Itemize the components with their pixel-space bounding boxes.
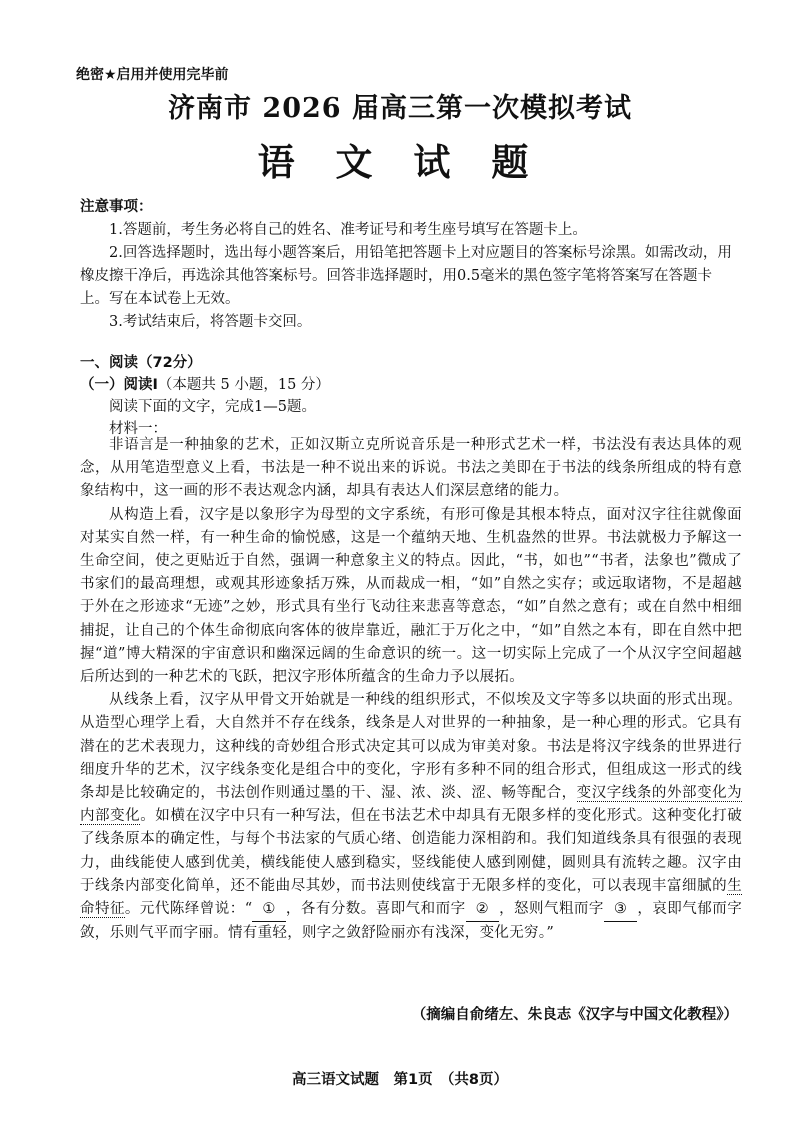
material-label: 材料一： <box>109 421 167 437</box>
answer-blank-2[interactable]: ② <box>466 898 499 922</box>
reading-instruction: 阅读下面的文字，完成1—5题。 <box>109 399 316 415</box>
exam-title: 济南市 2026 届高三第一次模拟考试 <box>168 93 632 124</box>
page-footer: 高三语文试题 第1页 （共8页） <box>292 1072 508 1088</box>
section-header <box>80 352 740 440</box>
source-citation: （摘编自俞绪左、朱良志《汉字与中国文化教程》） <box>411 1007 738 1023</box>
paragraph: 非语言是一种抽象的艺术，正如汉斯立克所说音乐是一种形式艺术一样，书法没有表达具体的观念，从用笔造型意义上看，书法是一种不说出来的诉说。书法之美即在于书法的线条所组成的特有意象结构中，这一画的形不表达观念内涵，却具有表达人们深层意绪的能力。 <box>80 437 742 500</box>
paragraph-text: ，各有分数。喜即气和而字 <box>285 901 466 918</box>
passage <box>80 434 742 945</box>
part-heading: 一、阅读（72分） <box>80 355 202 371</box>
notice-item: 3.考试结束后，将答题卡交回。 <box>109 314 312 330</box>
paragraph: 从构造上看，汉字是以象形字为母型的文字系统，有形可像是其根本特点，面对汉字往往就像面对某实自然一样，有一种生命的愉悦感，这是一个蕴纳天地、生机盎然的世界。书法就极力予解这一生命空间，使之更贴近于自然，强调一种意象主义的特点。因此，“书，如也”“书者，法象也”微成了书家们的最高理想，或观其形迹象括万殊，从而裁成一相，“如”自然之实存；或远取诸物，不是超越于外在之形迹求“无迹”之妙，形式具有坐行飞动往来悲喜等意态，“如”自然之意有；或在自然中相细捕捉，让自己的个体生命彻底向客体的彼岸靠近，融汇于万化之中，“如”自然之本有，即在自然中把握“道”博大精深的宇宙意识和幽深远阔的生命意识的统一。这一切实际上完成了一个从汉字空间超越后所达到的一种艺术的飞跃，把汉字形体所蕴含的生命力予以展拓。 <box>80 506 742 686</box>
paragraph-text: ，怒则气粗而字 <box>498 901 604 918</box>
paragraph-text: 。如横在汉字中只有一种写法，但在书法艺术中却具有无限多样的变化形式。这种变化打破了线条原本的确定性，与每个书法家的气质心绪、创造能力深相韵和。我们知道线条具有很强的表现力，曲线能使人感到优美，横线能使人感到稳实，竖线能使人感到刚健，圆则具有流转之趣。汉字由于线条内部变化简单，还不能曲尽其妙，而书法则使线富于无限多样的变化，可以表现丰富细腻的 <box>80 808 743 894</box>
secrecy-label: 绝密★启用并使用完毕前 <box>76 67 229 83</box>
paragraph <box>80 689 742 945</box>
subsection-info: （本题共 5 小题，15 分） <box>157 377 330 393</box>
notice-item: 1.答题前，考生务必将自己的姓名、准考证号和考生座号填写在答题卡上。 <box>109 222 587 238</box>
subsection-label: （一）阅读Ⅰ <box>80 377 158 393</box>
subsection-heading <box>80 374 740 396</box>
paragraph-text: 从线条上看，汉字从甲骨文开始就是一种线的组织形式，不似埃及文字等多以块面的形式出现。从造型心理学上看，大自然并不存在线条，线条是人对世界的一种抽象，是一种心理的形式。它具有潜在的艺术表现力，这种线的奇妙组合形式决定其可以成为审美对象。书法是将汉字线条的世界进行细度升华的艺术，汉字线条变化是组合中的变化，字形有多种不同的组合形式，但组成这一形式的线条却是比较确定的，书法创作则通过墨的干、湿、浓、淡、涩、畅等配合， <box>80 692 742 802</box>
notice-block <box>80 196 740 334</box>
subject-title: 语 文 试 题 <box>257 140 543 184</box>
answer-blank-1[interactable]: ① <box>252 898 285 922</box>
paragraph-text: 。元代陈绎曾说：“ <box>124 901 253 918</box>
notice-heading: 注意事项： <box>80 199 153 215</box>
paragraph-text: ，哀即气郁而字敛，乐则气平而字丽。情有重轻，则字之敛舒险丽亦有浅深，变化无穷。” <box>80 901 742 942</box>
answer-blank-3[interactable]: ③ <box>604 898 637 922</box>
dotted-phrase: 生命特征 <box>80 877 742 918</box>
dotted-phrase: 变汉字线条的外部变化为内部变化 <box>80 785 742 825</box>
notice-item: 2.回答选择题时，选出每小题答案后，用铅笔把答题卡上对应题目的答案标号涂黑。如需改动，用橡皮擦干净后，再选涂其他答案标号。回答非选择题时，用0.5毫米的黑色签字笔将答案写在答题卡上。写在本试卷上无效。 <box>80 245 732 307</box>
